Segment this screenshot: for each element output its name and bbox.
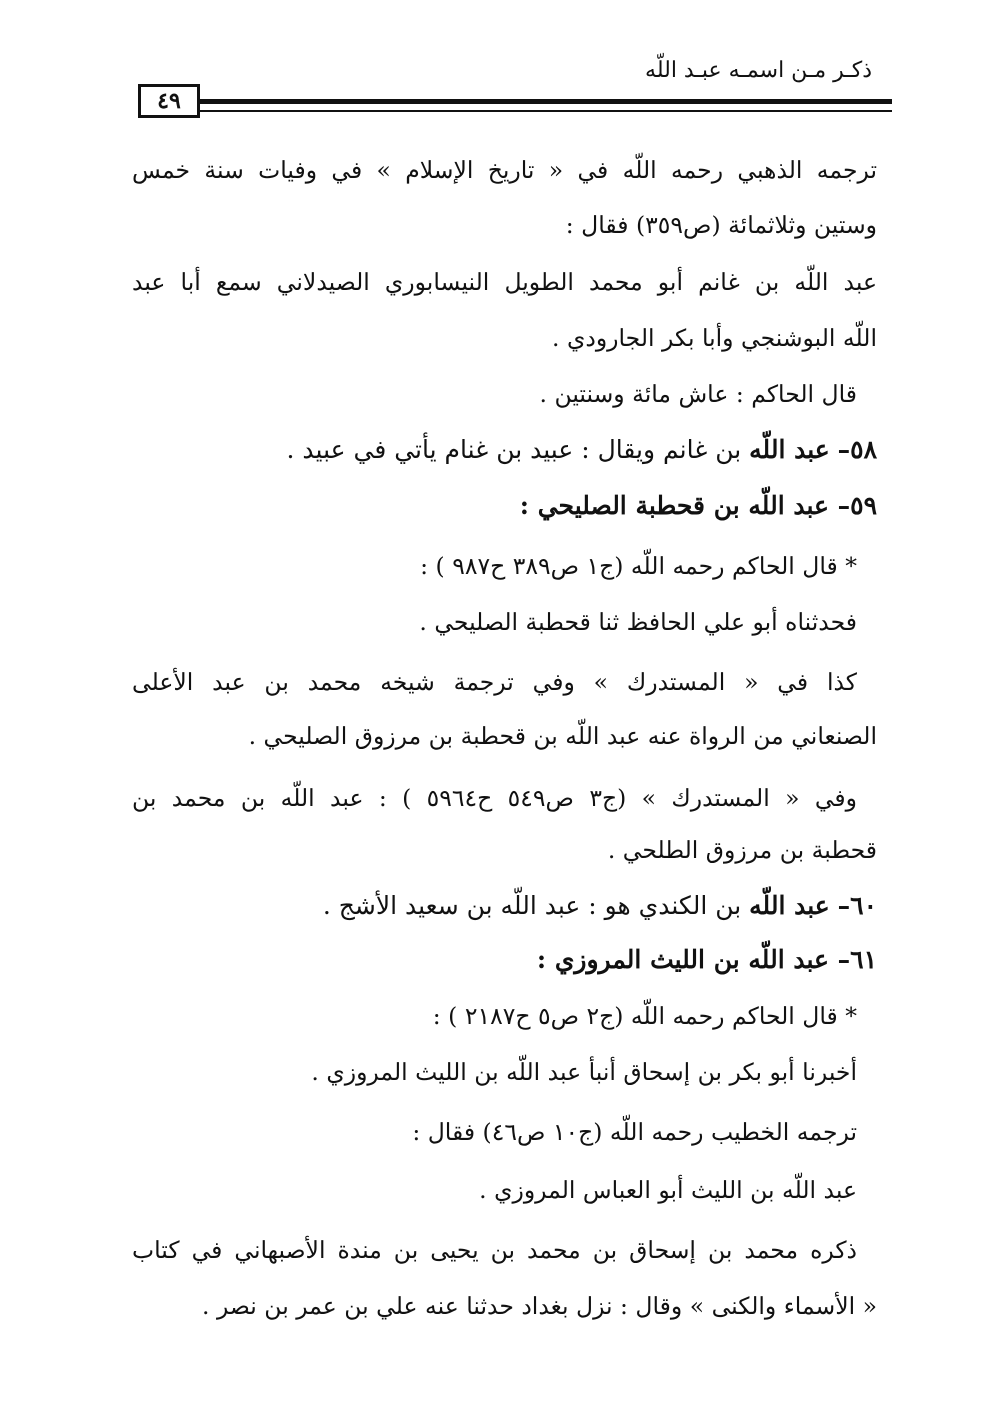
text-line: عبد اللّه بن غانم أبو محمد الطويل النيسابوري الصيدلاني سمع أبا عبد (132, 268, 877, 296)
text-line: * قال الحاكم رحمه اللّه (ج١ ص٣٨٩ ح٩٨٧ ) : (420, 552, 857, 580)
entry-name: عبد اللّه (749, 435, 830, 464)
text-line: وستين وثلاثمائة (ص٣٥٩) فقال : (565, 211, 877, 239)
text-line: فحدثناه أبو علي الحافظ ثنا قحطبة الصليحي . (419, 608, 857, 636)
text-line: ترجمه الخطيب رحمه اللّه (ج١٠ ص٤٦) فقال : (412, 1118, 857, 1146)
text-line: أخبرنا أبو بكر بن إسحاق أنبأ عبد اللّه بن الليث المروزي . (311, 1058, 857, 1086)
text-line: عبد اللّه بن الليث أبو العباس المروزي . (479, 1176, 857, 1204)
entry-61-heading: ٦١– عبد اللّه بن الليث المروزي : (536, 945, 877, 974)
entry-number: ٦٠– (837, 891, 877, 920)
entry-name: عبد اللّه (749, 891, 830, 920)
text-line: قال الحاكم : عاش مائة وسنتين . (539, 380, 857, 408)
text-line: ترجمه الذهبي رحمه اللّه في « تاريخ الإسلام » في وفيات سنة خمس (132, 156, 877, 184)
text-line: قحطبة بن مرزوق الطلحي . (607, 836, 877, 864)
text-line: ذكره محمد بن إسحاق بن محمد بن يحيى بن مندة الأصبهاني في كتاب (132, 1236, 857, 1264)
entry-59-heading: ٥٩– عبد اللّه بن قحطبة الصليحي : (519, 491, 877, 520)
text-line: اللّه البوشنجي وأبا بكر الجارودي . (552, 324, 877, 352)
entry-number: ٥٨– (837, 435, 877, 464)
text-line: كذا في « المستدرك » وفي ترجمة شيخه محمد بن عبد الأعلى (132, 668, 857, 696)
entry-60 (323, 888, 877, 924)
text-line: وفي « المستدرك » (ج٣ ص٥٤٩ ح٥٩٦٤ ) : عبد اللّه بن محمد بن (132, 784, 858, 812)
text-line: الصنعاني من الرواة عنه عبد اللّه بن قحطبة بن مرزوق الصليحي . (248, 722, 877, 750)
entry-text: بن الكندي هو : عبد اللّه بن سعيد الأشج . (322, 891, 742, 920)
entry-text: بن غانم ويقال : عبيد بن غنام يأتي في عبيد . (286, 435, 742, 464)
header-rule-thick (200, 99, 892, 104)
running-title: ذكـر مـن اسمـه عبـد اللّه (645, 58, 872, 83)
header-rule-thin (200, 110, 892, 112)
text-line: * قال الحاكم رحمه اللّه (ج٢ ص٥ ح٢١٨٧ ) : (432, 1002, 857, 1030)
page-number-box: ٤٩ (138, 84, 200, 118)
text-line: « الأسماء والكنى » وقال : نزل بغداد حدثنا عنه علي بن عمر بن نصر . (202, 1292, 877, 1320)
entry-58 (287, 432, 877, 468)
